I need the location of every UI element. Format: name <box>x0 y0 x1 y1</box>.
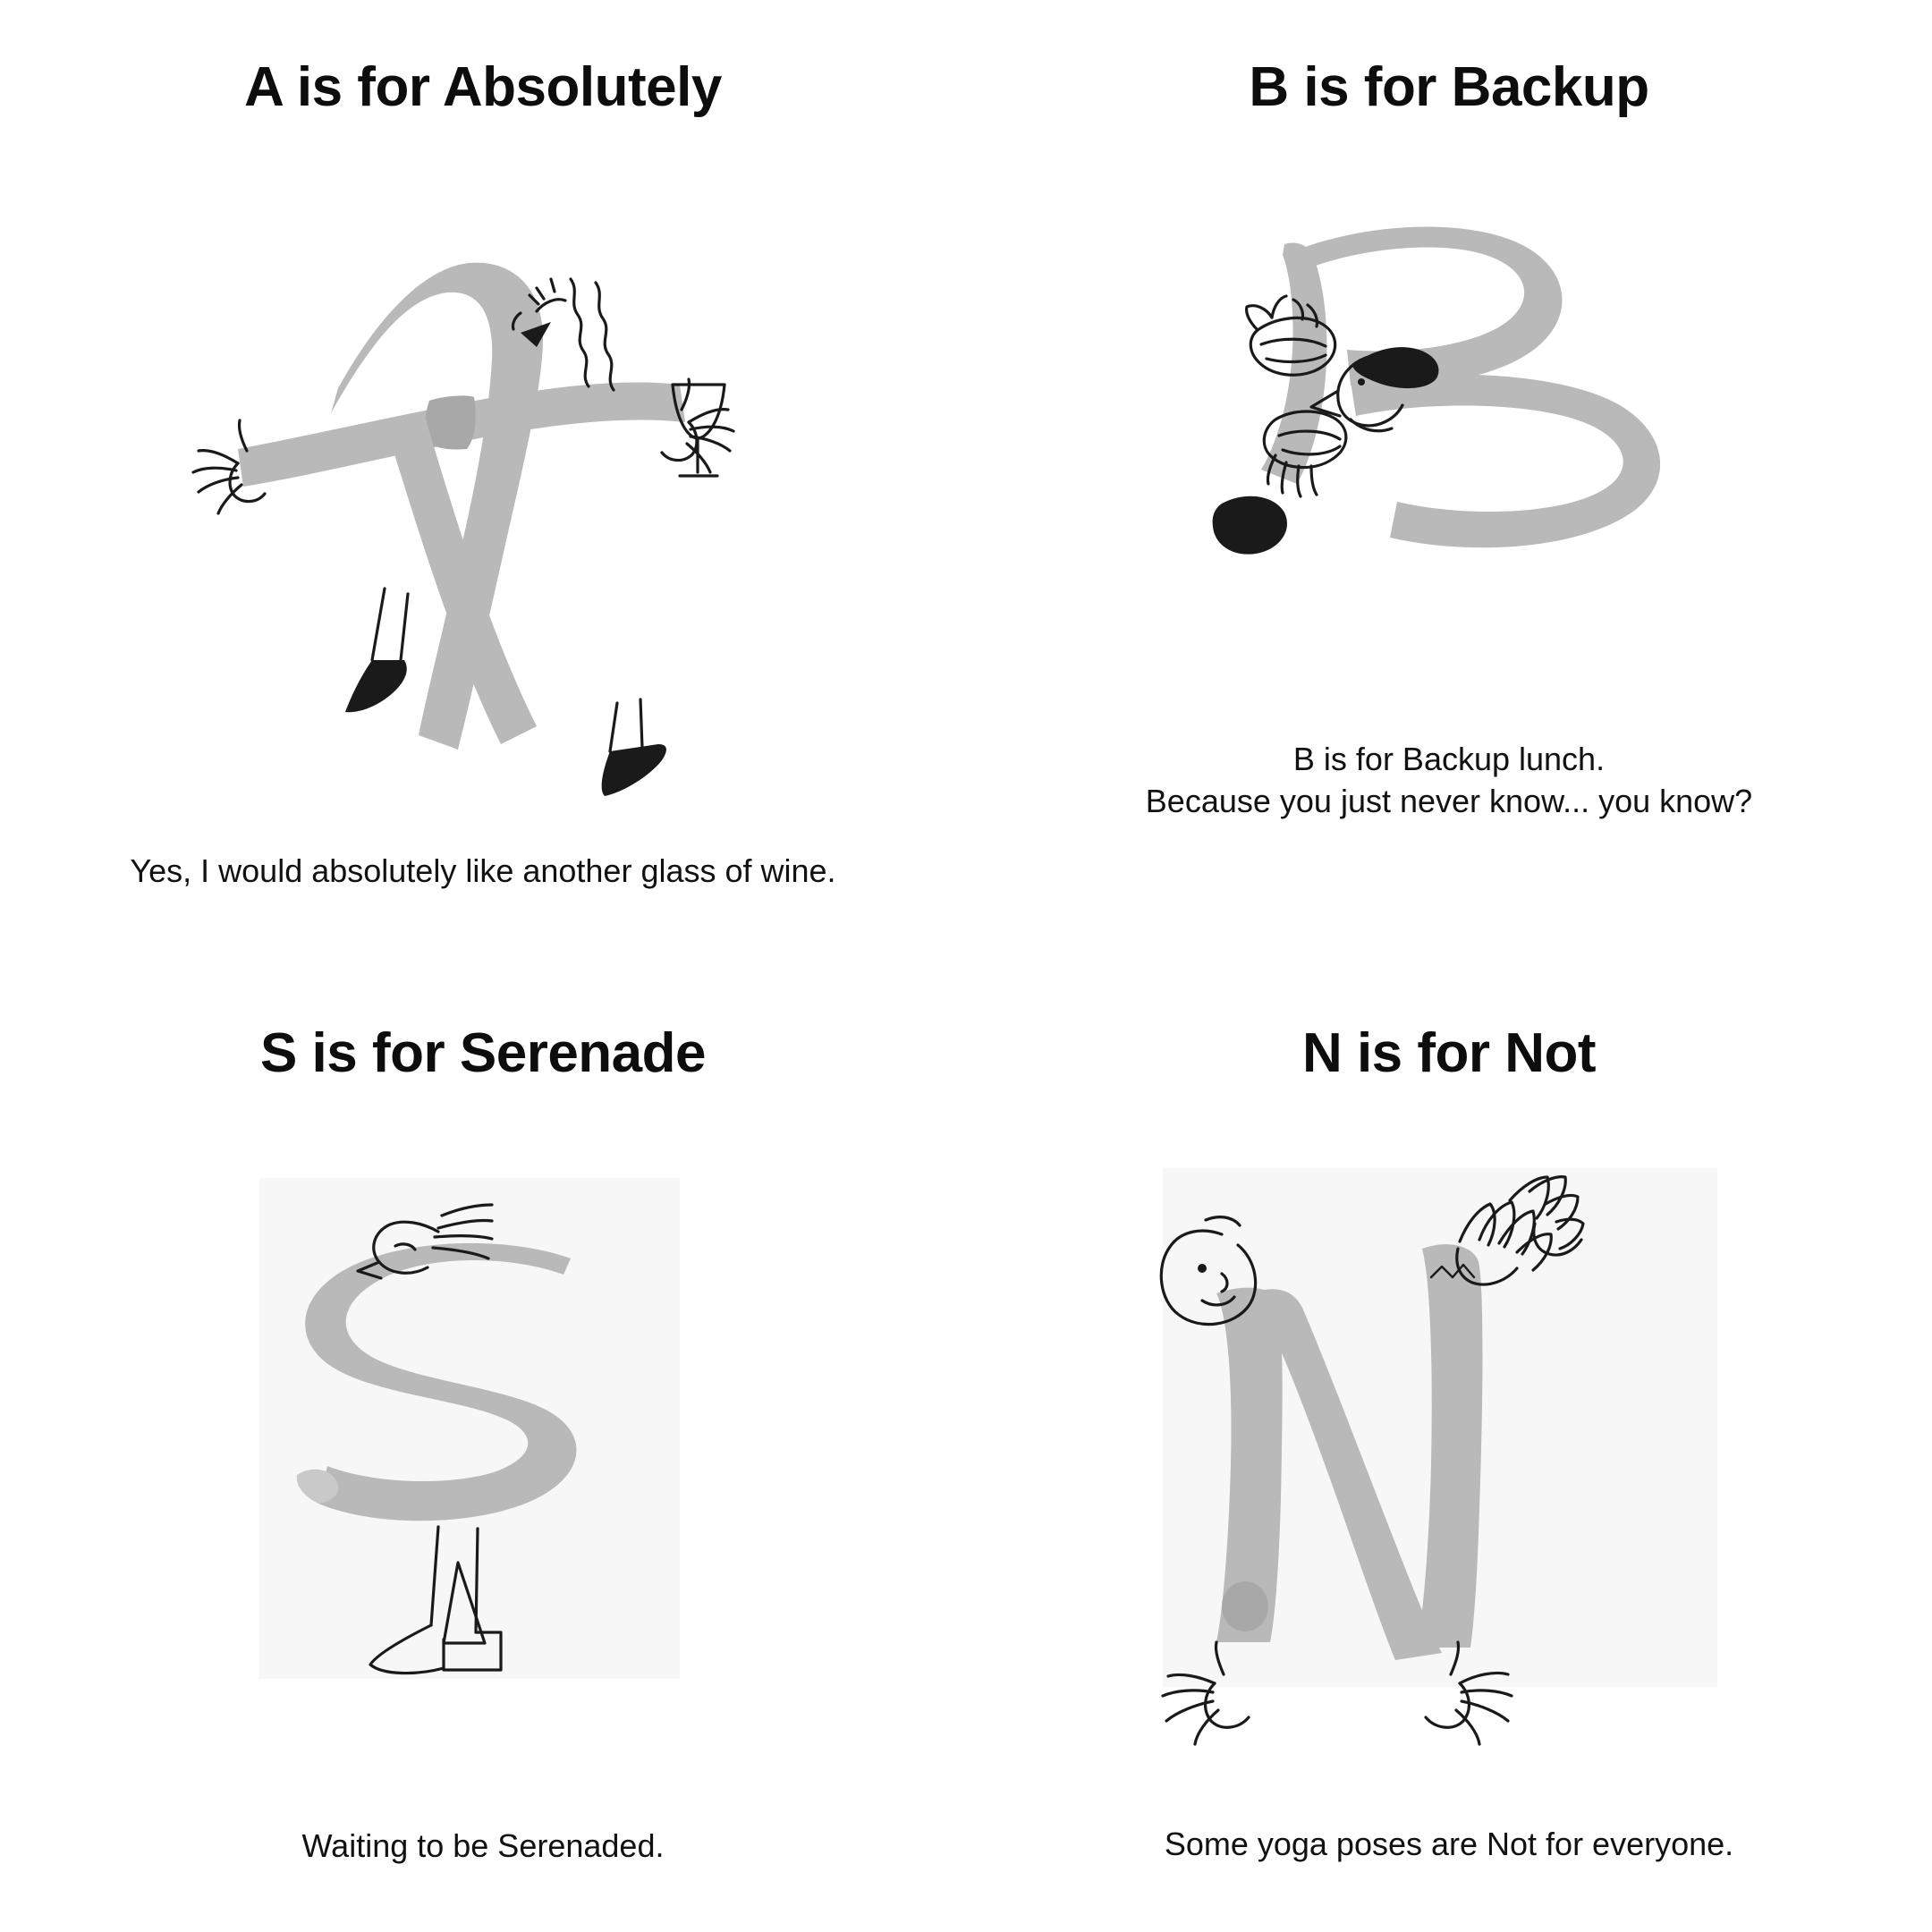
panel-a-caption-line-1: Yes, I would absolutely like another glass of wine. <box>130 852 836 890</box>
panel-s-title: S is for Serenade <box>259 1022 707 1084</box>
panel-s <box>0 966 966 1932</box>
panel-a-illustration <box>27 119 939 850</box>
letter-b-figure-icon <box>1082 151 1816 706</box>
panel-s-illustration <box>27 1085 939 1825</box>
panel-b-title: B is for Backup <box>1249 56 1649 118</box>
panel-n <box>966 966 1932 1932</box>
letter-n-figure-icon <box>1109 1141 1789 1767</box>
letter-a-figure-icon <box>116 154 850 816</box>
panel-a <box>0 0 966 966</box>
letter-s-figure-icon <box>143 1142 823 1768</box>
panel-a-title: A is for Absolutely <box>244 56 722 118</box>
panel-b <box>966 0 1932 966</box>
panel-s-caption-line-1: Waiting to be Serenaded. <box>301 1827 665 1865</box>
panel-n-illustration <box>993 1085 1905 1823</box>
panel-b-illustration <box>993 119 1905 738</box>
panel-b-caption-line-1: B is for Backup lunch. <box>1292 740 1606 777</box>
panel-b-caption <box>1146 738 1752 823</box>
panel-n-caption-line-1: Some yoga poses are Not for everyone. <box>1164 1826 1734 1863</box>
panel-a-caption <box>130 850 835 893</box>
panel-s-caption <box>302 1825 665 1868</box>
panel-b-caption-line-2: Because you just never know... you know? <box>1145 783 1753 820</box>
panel-n-caption <box>1165 1823 1733 1866</box>
panel-n-title: N is for Not <box>1301 1022 1597 1084</box>
